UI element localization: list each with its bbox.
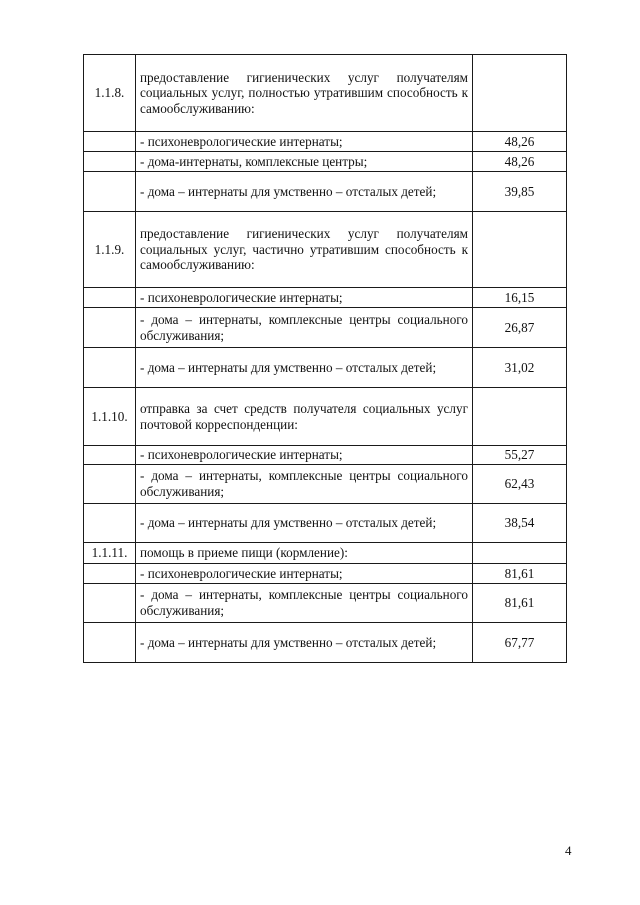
row-code — [84, 172, 136, 212]
table-row — [84, 504, 567, 543]
service-row — [84, 55, 567, 132]
price-cell: 67,77 — [473, 623, 567, 663]
row-code — [84, 446, 136, 465]
service-row — [84, 543, 567, 564]
service-name: предоставление гигиенических услуг получателям социальных услуг, частично утратившим способность к самообслуживанию: — [136, 212, 473, 288]
table-row — [84, 288, 567, 308]
row-code — [84, 132, 136, 152]
price-cell: 31,02 — [473, 348, 567, 388]
institution-type: - психоневрологические интернаты; — [136, 564, 473, 584]
institution-type: - дома – интернаты для умственно – отсталых детей; — [136, 348, 473, 388]
row-code — [84, 465, 136, 504]
price-cell — [473, 55, 567, 132]
row-code — [84, 348, 136, 388]
table-row — [84, 446, 567, 465]
service-name: помощь в приеме пищи (кормление): — [136, 543, 473, 564]
row-code — [84, 584, 136, 623]
price-cell — [473, 212, 567, 288]
service-row — [84, 388, 567, 446]
institution-type: - психоневрологические интернаты; — [136, 288, 473, 308]
price-cell: 62,43 — [473, 465, 567, 504]
price-cell: 39,85 — [473, 172, 567, 212]
price-cell: 55,27 — [473, 446, 567, 465]
table-row — [84, 564, 567, 584]
table-row — [84, 172, 567, 212]
row-code — [84, 623, 136, 663]
price-cell: 26,87 — [473, 308, 567, 348]
price-cell: 38,54 — [473, 504, 567, 543]
row-code — [84, 504, 136, 543]
price-cell: 16,15 — [473, 288, 567, 308]
service-name: отправка за счет средств получателя социальных услуг почтовой корреспонденции: — [136, 388, 473, 446]
table-row — [84, 584, 567, 623]
institution-type: - дома – интернаты для умственно – отсталых детей; — [136, 172, 473, 212]
price-cell: 81,61 — [473, 564, 567, 584]
price-cell: 48,26 — [473, 152, 567, 172]
table-row — [84, 308, 567, 348]
table-row — [84, 348, 567, 388]
service-code: 1.1.11. — [84, 543, 136, 564]
institution-type: - дома – интернаты, комплексные центры социального обслуживания; — [136, 584, 473, 623]
table-row — [84, 132, 567, 152]
institution-type: - дома-интернаты, комплексные центры; — [136, 152, 473, 172]
service-code: 1.1.10. — [84, 388, 136, 446]
price-cell: 48,26 — [473, 132, 567, 152]
row-code — [84, 288, 136, 308]
service-name: предоставление гигиенических услуг получателям социальных услуг, полностью утратившим способность к самообслуживанию: — [136, 55, 473, 132]
service-row — [84, 212, 567, 288]
institution-type: - дома – интернаты для умственно – отсталых детей; — [136, 623, 473, 663]
service-code: 1.1.8. — [84, 55, 136, 132]
row-code — [84, 564, 136, 584]
price-cell: 81,61 — [473, 584, 567, 623]
institution-type: - дома – интернаты для умственно – отсталых детей; — [136, 504, 473, 543]
row-code — [84, 308, 136, 348]
table-row — [84, 623, 567, 663]
tariff-table — [83, 54, 567, 663]
table-row — [84, 465, 567, 504]
institution-type: - дома – интернаты, комплексные центры социального обслуживания; — [136, 308, 473, 348]
row-code — [84, 152, 136, 172]
price-cell — [473, 388, 567, 446]
table-row — [84, 152, 567, 172]
page-number: 4 — [565, 843, 572, 858]
institution-type: - дома – интернаты, комплексные центры социального обслуживания; — [136, 465, 473, 504]
service-code: 1.1.9. — [84, 212, 136, 288]
institution-type: - психоневрологические интернаты; — [136, 132, 473, 152]
institution-type: - психоневрологические интернаты; — [136, 446, 473, 465]
price-cell — [473, 543, 567, 564]
